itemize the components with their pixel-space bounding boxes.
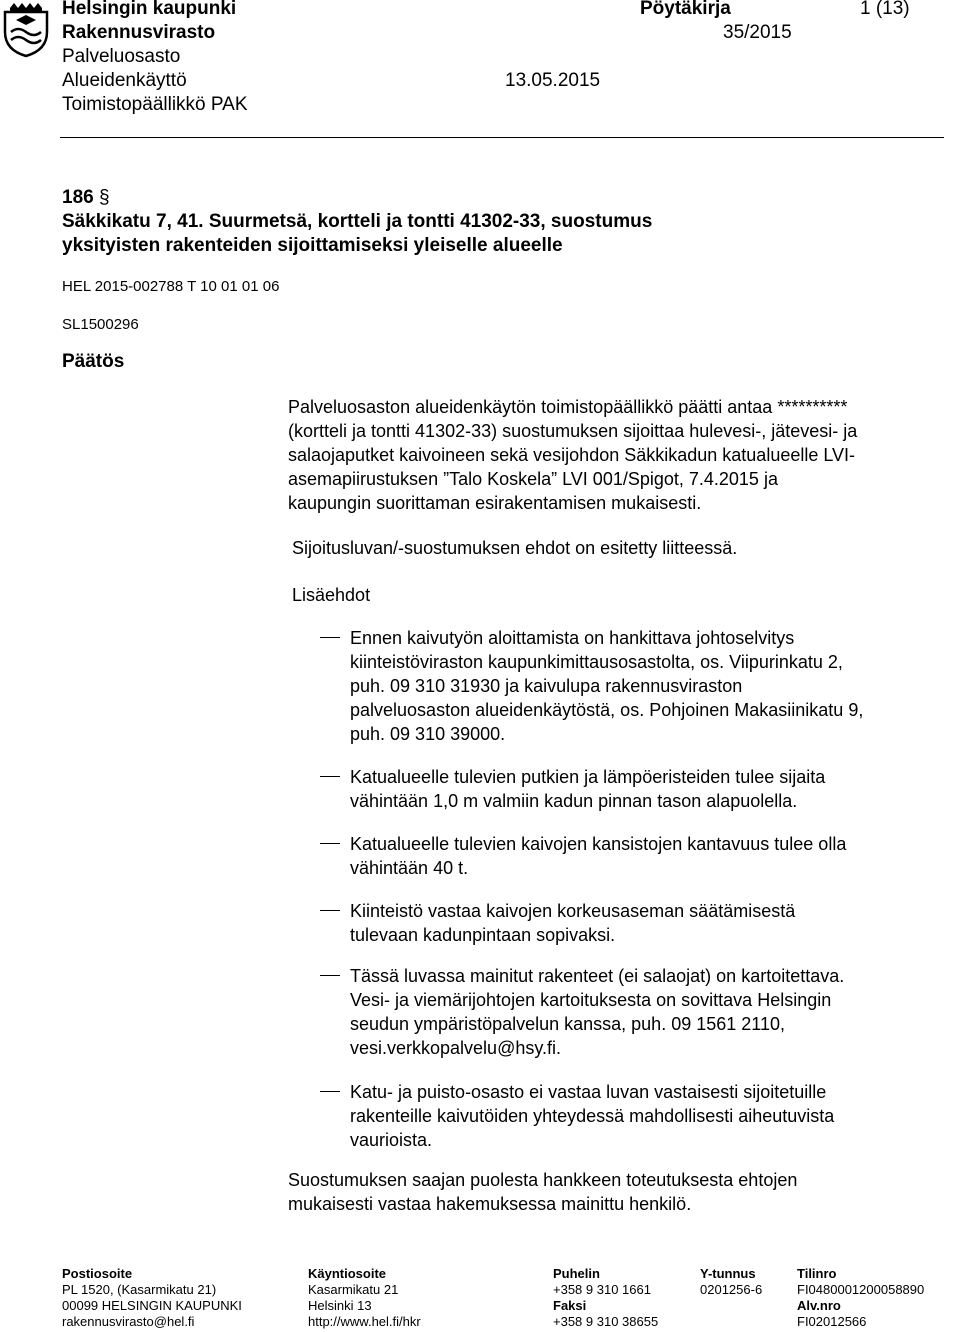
list-item-line: vaurioista.	[350, 1130, 433, 1150]
footer-email: rakennusvirasto@hel.fi	[62, 1314, 195, 1329]
decision-line-3: salaojaputket kaivoineen sekä vesijohdon Säkkikadun katualueelle LVI-	[288, 445, 856, 465]
footer-postal	[62, 1266, 242, 1330]
section-number	[62, 186, 110, 210]
section-name: Alueidenkäyttö	[62, 70, 187, 91]
list-dash	[320, 975, 340, 976]
footer-heading: Postiosoite	[62, 1266, 133, 1281]
list-item	[350, 899, 795, 947]
list-item-line: puh. 09 310 31930 ja kaivulupa rakennusviraston	[350, 676, 743, 696]
footer-heading: Puhelin	[553, 1266, 600, 1281]
list-item-line: Katualueelle tulevien putkien ja lämpöeristeiden tulee sijaita	[350, 767, 826, 787]
decision-label: Päätös	[62, 351, 125, 372]
footer-visit	[308, 1266, 421, 1330]
list-item	[350, 626, 863, 746]
list-item-line: Katualueelle tulevien kaivojen kansistojen kantavuus tulee olla	[350, 834, 847, 854]
list-item-line: palveluosaston alueidenkäytöstä, os. Pohjoinen Makasiinikatu 9,	[350, 700, 864, 720]
paragraph-symbol: §	[98, 187, 110, 208]
helsinki-crest-logo	[2, 2, 50, 58]
document-type: Pöytäkirja	[640, 0, 731, 19]
footer-text: FI02012566	[797, 1314, 867, 1329]
list-item-line: vähintään 1,0 m valmiin kadun pinnan tason alapuolella.	[350, 791, 798, 811]
list-dash	[320, 776, 340, 777]
list-dash	[320, 637, 340, 638]
list-item-line: Kiinteistö vastaa kaivojen korkeusaseman säätämisestä	[350, 901, 796, 921]
footer-heading: Alv.nro	[797, 1298, 841, 1313]
decision-line-2: (kortteli ja tontti 41302-33) suostumuksen sijoittaa hulevesi-, jätevesi- ja	[288, 421, 858, 441]
footer-heading: Tilinro	[797, 1266, 837, 1281]
footer-text: Kasarmikatu 21	[308, 1282, 399, 1297]
list-item-line: vesi.verkkopalvelu@hsy.fi.	[350, 1038, 562, 1058]
closing-line-1: Suostumuksen saajan puolesta hankkeen toteutuksesta ehtojen	[288, 1170, 798, 1190]
footer-url: http://www.hel.fi/hkr	[308, 1314, 421, 1329]
footer-text: PL 1520, (Kasarmikatu 21)	[62, 1282, 217, 1297]
decision-line-1: Palveluosaston alueidenkäytön toimistopäällikkö päätti antaa **********	[288, 397, 848, 417]
page-number: 1 (13)	[860, 0, 910, 19]
list-item-line: tulevaan kadunpintaan sopivaksi.	[350, 925, 616, 945]
decision-line-4: asemapiirustuksen ”Talo Koskela” LVI 001/Spigot, 7.4.2015 ja	[288, 469, 778, 489]
footer-text: +358 9 310 38655	[553, 1314, 659, 1329]
list-item-line: rakenteille kaivutöiden yhteydessä mahdollisesti aiheutuvista	[350, 1106, 835, 1126]
footer-text: Helsinki 13	[308, 1298, 372, 1313]
list-item-line: Ennen kaivutyön aloittamista on hankittava johtoselvitys	[350, 628, 795, 648]
office-name: Rakennusvirasto	[62, 22, 216, 43]
list-dash	[320, 843, 340, 844]
footer-account	[797, 1266, 924, 1330]
list-item-line: Katu- ja puisto-osasto ei vastaa luvan vastaisesti sijoitetuille	[350, 1082, 827, 1102]
additional-conditions-label: Lisäehdot	[292, 585, 371, 605]
list-item-line: vähintään 40 t.	[350, 858, 469, 878]
case-reference: SL1500296	[62, 316, 139, 333]
footer-heading: Y-tunnus	[700, 1266, 756, 1281]
footer-text: 00099 HELSINGIN KAUPUNKI	[62, 1298, 242, 1313]
list-item-line: seudun ympäristöpalvelun kanssa, puh. 09 1561 2110,	[350, 1014, 785, 1034]
footer-text: FI0480001200058890	[797, 1282, 925, 1297]
list-item	[350, 1080, 834, 1152]
unit-name: Palveluosasto	[62, 46, 181, 67]
decision-line-5: kaupungin suorittaman esirakentamisen mukaisesti.	[288, 493, 702, 513]
list-item	[350, 765, 825, 813]
list-item-line: kiinteistöviraston kaupunkimittausosastolta, os. Viipurinkatu 2,	[350, 652, 843, 672]
meeting-date: 13.05.2015	[505, 70, 601, 91]
list-item-line: Vesi- ja viemärijohtojen kartoituksesta on sovittava Helsingin	[350, 990, 832, 1010]
official-title: Toimistopäällikkö PAK	[62, 94, 248, 115]
conditions-note: Sijoitusluvan/-suostumuksen ehdot on esitetty liitteessä.	[292, 538, 738, 558]
list-dash	[320, 910, 340, 911]
paragraph-number: 186	[62, 187, 94, 208]
footer-business-id	[700, 1266, 762, 1298]
city-name: Helsingin kaupunki	[62, 0, 237, 19]
minutes-number: 35/2015	[723, 22, 792, 43]
list-item	[350, 964, 844, 1060]
footer-text: 0201256-6	[700, 1282, 763, 1297]
list-item	[350, 832, 846, 880]
title-line-2: yksityisten rakenteiden sijoittamiseksi yleiselle alueelle	[62, 235, 563, 256]
list-item-line: Tässä luvassa mainitut rakenteet (ei salaojat) on kartoitettava.	[350, 966, 845, 986]
header-rule	[60, 137, 944, 138]
list-dash	[320, 1091, 340, 1092]
footer-heading: Faksi	[553, 1298, 587, 1313]
footer-text: +358 9 310 1661	[553, 1282, 651, 1297]
closing-line-2: mukaisesti vastaa hakemuksessa mainittu henkilö.	[288, 1194, 692, 1214]
footer-heading: Käyntiosoite	[308, 1266, 387, 1281]
list-item-line: puh. 09 310 39000.	[350, 724, 506, 744]
title-line-1: Säkkikatu 7, 41. Suurmetsä, kortteli ja tontti 41302-33, suostumus	[62, 211, 653, 232]
footer-phone	[553, 1266, 658, 1330]
diary-reference: HEL 2015-002788 T 10 01 01 06	[62, 278, 280, 295]
